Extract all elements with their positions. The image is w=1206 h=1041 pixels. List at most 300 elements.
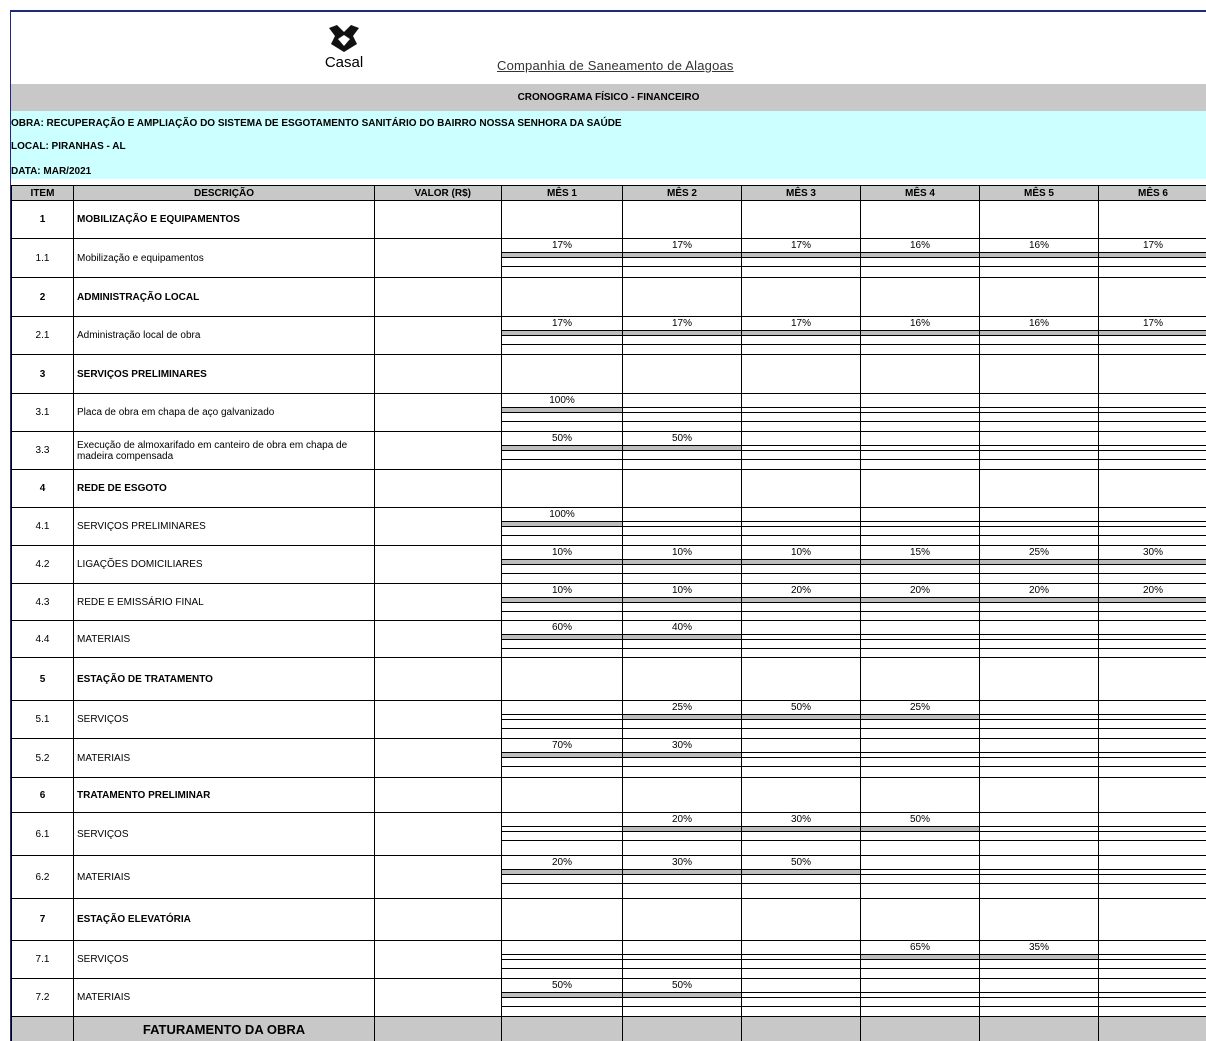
schedule-line xyxy=(742,959,860,960)
schedule-line xyxy=(1099,959,1206,960)
schedule-line xyxy=(742,526,860,527)
schedule-line xyxy=(502,535,622,536)
month-cell xyxy=(742,508,861,546)
month-cell xyxy=(861,278,980,317)
table-row xyxy=(12,979,1206,1017)
month-percentage: 17% xyxy=(1142,318,1163,329)
month-cell xyxy=(980,621,1099,658)
schedule-line xyxy=(861,445,979,446)
month-cell xyxy=(502,508,623,546)
schedule-line xyxy=(980,634,1098,635)
month-percentage: 17% xyxy=(790,318,811,329)
month-percentage: 50% xyxy=(551,980,572,991)
schedule-line xyxy=(861,831,979,832)
month-cell xyxy=(861,658,980,701)
schedule-line xyxy=(861,634,979,635)
month-cell xyxy=(742,739,861,778)
month-cell xyxy=(980,979,1099,1017)
schedule-line xyxy=(1099,257,1206,258)
valor-cell xyxy=(375,394,502,432)
schedule-line xyxy=(502,831,622,832)
schedule-line xyxy=(861,752,979,753)
month-cell xyxy=(742,355,861,394)
group-row xyxy=(12,278,1206,317)
month-percentage: 65% xyxy=(909,942,930,953)
month-cell xyxy=(1099,508,1206,546)
schedule-line xyxy=(742,421,860,422)
schedule-line xyxy=(980,611,1098,612)
schedule-line xyxy=(1099,1006,1206,1007)
month-cell xyxy=(861,470,980,508)
month-percentage: 70% xyxy=(551,740,572,751)
month-percentage: 100% xyxy=(549,509,575,520)
col-header-mes-1: MÊS 1 xyxy=(502,186,623,201)
month-cell xyxy=(1099,979,1206,1017)
schedule-line xyxy=(980,266,1098,267)
item-number: 7 xyxy=(12,899,74,941)
valor-cell xyxy=(375,201,502,239)
month-cell xyxy=(980,317,1099,355)
valor-cell xyxy=(375,658,502,701)
schedule-line xyxy=(502,450,622,451)
month-cell xyxy=(623,394,742,432)
month-cell xyxy=(861,546,980,584)
schedule-line xyxy=(861,521,979,522)
month-cell xyxy=(980,739,1099,778)
group-row xyxy=(12,470,1206,508)
month-cell xyxy=(1099,278,1206,317)
table-row xyxy=(12,739,1206,778)
month-cell xyxy=(1099,432,1206,470)
item-description: MATERIAIS xyxy=(74,856,375,899)
month-percentage: 16% xyxy=(909,318,930,329)
month-percentage: 50% xyxy=(909,814,930,825)
group-row xyxy=(12,899,1206,941)
month-cell xyxy=(742,658,861,701)
item-description: REDE E EMISSÁRIO FINAL xyxy=(74,584,375,621)
schedule-line xyxy=(502,602,622,603)
table-row xyxy=(12,432,1206,470)
month-cell xyxy=(861,856,980,899)
schedule-line xyxy=(861,573,979,574)
schedule-line xyxy=(980,648,1098,649)
casal-logo xyxy=(318,24,370,74)
schedule-line xyxy=(742,752,860,753)
schedule-line xyxy=(623,883,741,884)
schedule-line xyxy=(502,1006,622,1007)
valor-cell xyxy=(375,508,502,546)
table-row xyxy=(12,621,1206,658)
schedule-line xyxy=(502,412,622,413)
schedule-line xyxy=(980,874,1098,875)
schedule-line xyxy=(502,954,622,955)
month-cell xyxy=(502,899,623,941)
schedule-line xyxy=(861,968,979,969)
schedule-line xyxy=(1099,407,1206,408)
schedule-line xyxy=(502,874,622,875)
schedule-line xyxy=(861,611,979,612)
total-month-cell xyxy=(980,1017,1099,1041)
schedule-line xyxy=(502,883,622,884)
schedule-line xyxy=(742,335,860,336)
schedule-line xyxy=(1099,445,1206,446)
schedule-line xyxy=(980,535,1098,536)
month-cell xyxy=(742,621,861,658)
valor-cell xyxy=(375,239,502,278)
month-cell xyxy=(980,239,1099,278)
month-cell xyxy=(980,470,1099,508)
schedule-line xyxy=(1099,826,1206,827)
col-header-valor: VALOR (R$) xyxy=(375,186,502,201)
schedule-line xyxy=(623,840,741,841)
schedule-line xyxy=(861,766,979,767)
schedule-line xyxy=(861,1006,979,1007)
schedule-line xyxy=(1099,526,1206,527)
total-month-cell xyxy=(861,1017,980,1041)
item-description: Administração local de obra xyxy=(74,317,375,355)
month-percentage: 20% xyxy=(1142,585,1163,596)
schedule-line xyxy=(742,648,860,649)
schedule-line xyxy=(861,602,979,603)
schedule-line xyxy=(623,954,741,955)
month-cell xyxy=(623,856,742,899)
total-month-cell xyxy=(1099,1017,1206,1041)
schedule-line xyxy=(1099,535,1206,536)
item-description: Execução de almoxarifado em canteiro de obra em chapa de madeira compensada xyxy=(74,432,375,470)
schedule-line xyxy=(742,719,860,720)
month-cell xyxy=(742,813,861,856)
schedule-line xyxy=(980,766,1098,767)
logo-text: Casal xyxy=(324,54,364,71)
schedule-line xyxy=(861,997,979,998)
item-description: MATERIAIS xyxy=(74,621,375,658)
month-cell xyxy=(861,508,980,546)
company-name: Companhia de Saneamento de Alagoas xyxy=(497,58,734,73)
schedule-line xyxy=(861,421,979,422)
schedule-line xyxy=(742,266,860,267)
month-cell xyxy=(1099,584,1206,621)
schedule-line xyxy=(980,714,1098,715)
item-number: 6.2 xyxy=(12,856,74,899)
month-percentage: 17% xyxy=(551,240,572,251)
schedule-line xyxy=(861,959,979,960)
month-cell xyxy=(623,979,742,1017)
schedule-line xyxy=(623,335,741,336)
month-cell xyxy=(1099,394,1206,432)
schedule-line xyxy=(980,719,1098,720)
month-cell xyxy=(623,201,742,239)
month-cell xyxy=(623,546,742,584)
schedule-line xyxy=(502,266,622,267)
schedule-line xyxy=(980,1006,1098,1007)
month-cell xyxy=(1099,621,1206,658)
schedule-line xyxy=(1099,602,1206,603)
schedule-line xyxy=(623,257,741,258)
month-cell xyxy=(623,355,742,394)
schedule-line xyxy=(861,412,979,413)
schedule-line xyxy=(980,407,1098,408)
month-cell xyxy=(502,979,623,1017)
schedule-line xyxy=(623,344,741,345)
item-description: ADMINISTRAÇÃO LOCAL xyxy=(74,278,375,317)
month-percentage: 25% xyxy=(909,702,930,713)
month-cell xyxy=(980,658,1099,701)
item-number: 7.1 xyxy=(12,941,74,979)
schedule-line xyxy=(1099,766,1206,767)
schedule-line xyxy=(742,634,860,635)
schedule-line xyxy=(742,831,860,832)
valor-cell xyxy=(375,432,502,470)
table-row xyxy=(12,508,1206,546)
schedule-line xyxy=(861,840,979,841)
month-percentage: 16% xyxy=(1028,240,1049,251)
schedule-line xyxy=(742,968,860,969)
schedule-line xyxy=(980,412,1098,413)
month-cell xyxy=(502,621,623,658)
month-cell xyxy=(742,546,861,584)
month-cell xyxy=(623,899,742,941)
valor-cell xyxy=(375,470,502,508)
schedule-line xyxy=(623,602,741,603)
month-cell xyxy=(1099,317,1206,355)
item-number: 1.1 xyxy=(12,239,74,278)
month-cell xyxy=(980,508,1099,546)
month-cell xyxy=(861,432,980,470)
month-cell xyxy=(502,239,623,278)
group-row xyxy=(12,658,1206,701)
month-cell xyxy=(861,355,980,394)
schedule-line xyxy=(623,412,741,413)
month-cell xyxy=(861,941,980,979)
month-cell xyxy=(1099,201,1206,239)
month-cell xyxy=(742,470,861,508)
schedule-line xyxy=(861,874,979,875)
month-cell xyxy=(1099,941,1206,979)
schedule-line xyxy=(1099,954,1206,955)
month-cell xyxy=(1099,739,1206,778)
month-cell xyxy=(980,701,1099,739)
table-header-row xyxy=(12,186,1206,201)
month-cell xyxy=(742,201,861,239)
schedule-line xyxy=(742,639,860,640)
item-number: 3.1 xyxy=(12,394,74,432)
schedule-line xyxy=(861,535,979,536)
table-body xyxy=(12,201,1206,1017)
valor-cell xyxy=(375,355,502,394)
month-cell xyxy=(502,813,623,856)
schedule-line xyxy=(861,266,979,267)
group-row xyxy=(12,355,1206,394)
month-cell xyxy=(980,813,1099,856)
month-cell xyxy=(980,778,1099,813)
schedule-line xyxy=(980,997,1098,998)
item-description: TRATAMENTO PRELIMINAR xyxy=(74,778,375,813)
col-header-item: ITEM xyxy=(12,186,74,201)
schedule-line xyxy=(502,648,622,649)
month-cell xyxy=(742,584,861,621)
month-cell xyxy=(502,658,623,701)
month-cell xyxy=(861,739,980,778)
month-cell xyxy=(861,701,980,739)
item-description: Mobilização e equipamentos xyxy=(74,239,375,278)
schedule-line xyxy=(1099,997,1206,998)
schedule-line xyxy=(1099,450,1206,451)
page-title: CRONOGRAMA FÍSICO - FINANCEIRO xyxy=(11,84,1206,111)
month-cell xyxy=(623,317,742,355)
schedule-line xyxy=(502,335,622,336)
month-cell xyxy=(861,201,980,239)
schedule-line xyxy=(980,968,1098,969)
month-cell xyxy=(623,470,742,508)
month-percentage: 10% xyxy=(671,585,692,596)
month-percentage: 17% xyxy=(671,318,692,329)
col-header-mes-3: MÊS 3 xyxy=(742,186,861,201)
valor-cell xyxy=(375,979,502,1017)
schedule-line xyxy=(1099,611,1206,612)
schedule-line xyxy=(861,869,979,870)
item-number: 4 xyxy=(12,470,74,508)
schedule-line xyxy=(980,840,1098,841)
month-cell xyxy=(623,239,742,278)
month-percentage: 16% xyxy=(1028,318,1049,329)
schedule-line xyxy=(623,648,741,649)
item-number: 5.2 xyxy=(12,739,74,778)
schedule-line xyxy=(980,564,1098,565)
schedule-line xyxy=(1099,752,1206,753)
total-row xyxy=(12,1017,1206,1041)
group-row xyxy=(12,778,1206,813)
item-description: SERVIÇOS xyxy=(74,701,375,739)
schedule-line xyxy=(623,728,741,729)
item-number: 7.2 xyxy=(12,979,74,1017)
month-percentage: 30% xyxy=(671,857,692,868)
month-cell xyxy=(1099,813,1206,856)
month-percentage: 30% xyxy=(790,814,811,825)
month-cell xyxy=(861,979,980,1017)
schedule-line xyxy=(980,573,1098,574)
schedule-line xyxy=(623,573,741,574)
schedule-line xyxy=(502,826,622,827)
month-cell xyxy=(1099,470,1206,508)
schedule-line xyxy=(1099,719,1206,720)
item-number: 4.1 xyxy=(12,508,74,546)
schedule-line xyxy=(742,602,860,603)
month-cell xyxy=(742,979,861,1017)
schedule-line xyxy=(502,639,622,640)
month-cell xyxy=(861,813,980,856)
item-description: ESTAÇÃO ELEVATÓRIA xyxy=(74,899,375,941)
schedule-line xyxy=(502,421,622,422)
schedule-line xyxy=(502,714,622,715)
schedule-line xyxy=(502,564,622,565)
schedule-line xyxy=(623,421,741,422)
schedule-line xyxy=(980,526,1098,527)
schedule-line xyxy=(980,602,1098,603)
schedule-line xyxy=(623,450,741,451)
item-number: 4.4 xyxy=(12,621,74,658)
month-cell xyxy=(502,432,623,470)
month-cell xyxy=(623,701,742,739)
schedule-line xyxy=(623,564,741,565)
month-cell xyxy=(502,856,623,899)
schedule-line xyxy=(742,997,860,998)
total-label: FATURAMENTO DA OBRA xyxy=(74,1017,375,1041)
schedule-line xyxy=(742,450,860,451)
schedule-line xyxy=(742,459,860,460)
item-number: 4.2 xyxy=(12,546,74,584)
schedule-line xyxy=(980,450,1098,451)
valor-cell xyxy=(375,778,502,813)
month-percentage: 100% xyxy=(549,395,575,406)
month-cell xyxy=(502,470,623,508)
item-description: SERVIÇOS PRELIMINARES xyxy=(74,355,375,394)
schedule-line xyxy=(861,335,979,336)
item-description: REDE DE ESGOTO xyxy=(74,470,375,508)
schedule-line xyxy=(861,648,979,649)
schedule-line xyxy=(742,573,860,574)
table-row xyxy=(12,813,1206,856)
schedule-line xyxy=(1099,869,1206,870)
table-row xyxy=(12,317,1206,355)
month-percentage: 17% xyxy=(1142,240,1163,251)
schedule-line xyxy=(623,266,741,267)
month-cell xyxy=(623,432,742,470)
schedule-line xyxy=(861,883,979,884)
month-cell xyxy=(623,621,742,658)
schedule-line xyxy=(502,757,622,758)
schedule-line xyxy=(980,445,1098,446)
month-percentage: 25% xyxy=(1028,547,1049,558)
schedule-line xyxy=(623,968,741,969)
schedule-line xyxy=(502,719,622,720)
month-cell xyxy=(742,317,861,355)
valor-cell xyxy=(375,701,502,739)
item-description: SERVIÇOS xyxy=(74,941,375,979)
month-cell xyxy=(1099,239,1206,278)
item-description: SERVIÇOS xyxy=(74,813,375,856)
schedule-line xyxy=(1099,573,1206,574)
month-cell xyxy=(623,278,742,317)
schedule-line xyxy=(623,719,741,720)
month-cell xyxy=(980,941,1099,979)
schedule-line xyxy=(502,344,622,345)
schedule-line xyxy=(1099,521,1206,522)
schedule-line xyxy=(980,992,1098,993)
month-cell xyxy=(1099,856,1206,899)
group-row xyxy=(12,201,1206,239)
month-percentage: 40% xyxy=(671,622,692,633)
schedule-line xyxy=(980,752,1098,753)
month-percentage: 10% xyxy=(790,547,811,558)
schedule-line xyxy=(980,459,1098,460)
valor-cell xyxy=(375,941,502,979)
col-header-mes-4: MÊS 4 xyxy=(861,186,980,201)
schedule-line xyxy=(742,564,860,565)
month-cell xyxy=(502,941,623,979)
month-percentage: 20% xyxy=(671,814,692,825)
schedule-line xyxy=(1099,412,1206,413)
schedule-line xyxy=(623,639,741,640)
item-description: MATERIAIS xyxy=(74,979,375,1017)
schedule-line xyxy=(742,344,860,345)
valor-cell xyxy=(375,621,502,658)
schedule-line xyxy=(861,992,979,993)
schedule-line xyxy=(1099,757,1206,758)
month-cell xyxy=(742,941,861,979)
schedule-line xyxy=(861,344,979,345)
schedule-line xyxy=(502,997,622,998)
schedule-line xyxy=(623,521,741,522)
